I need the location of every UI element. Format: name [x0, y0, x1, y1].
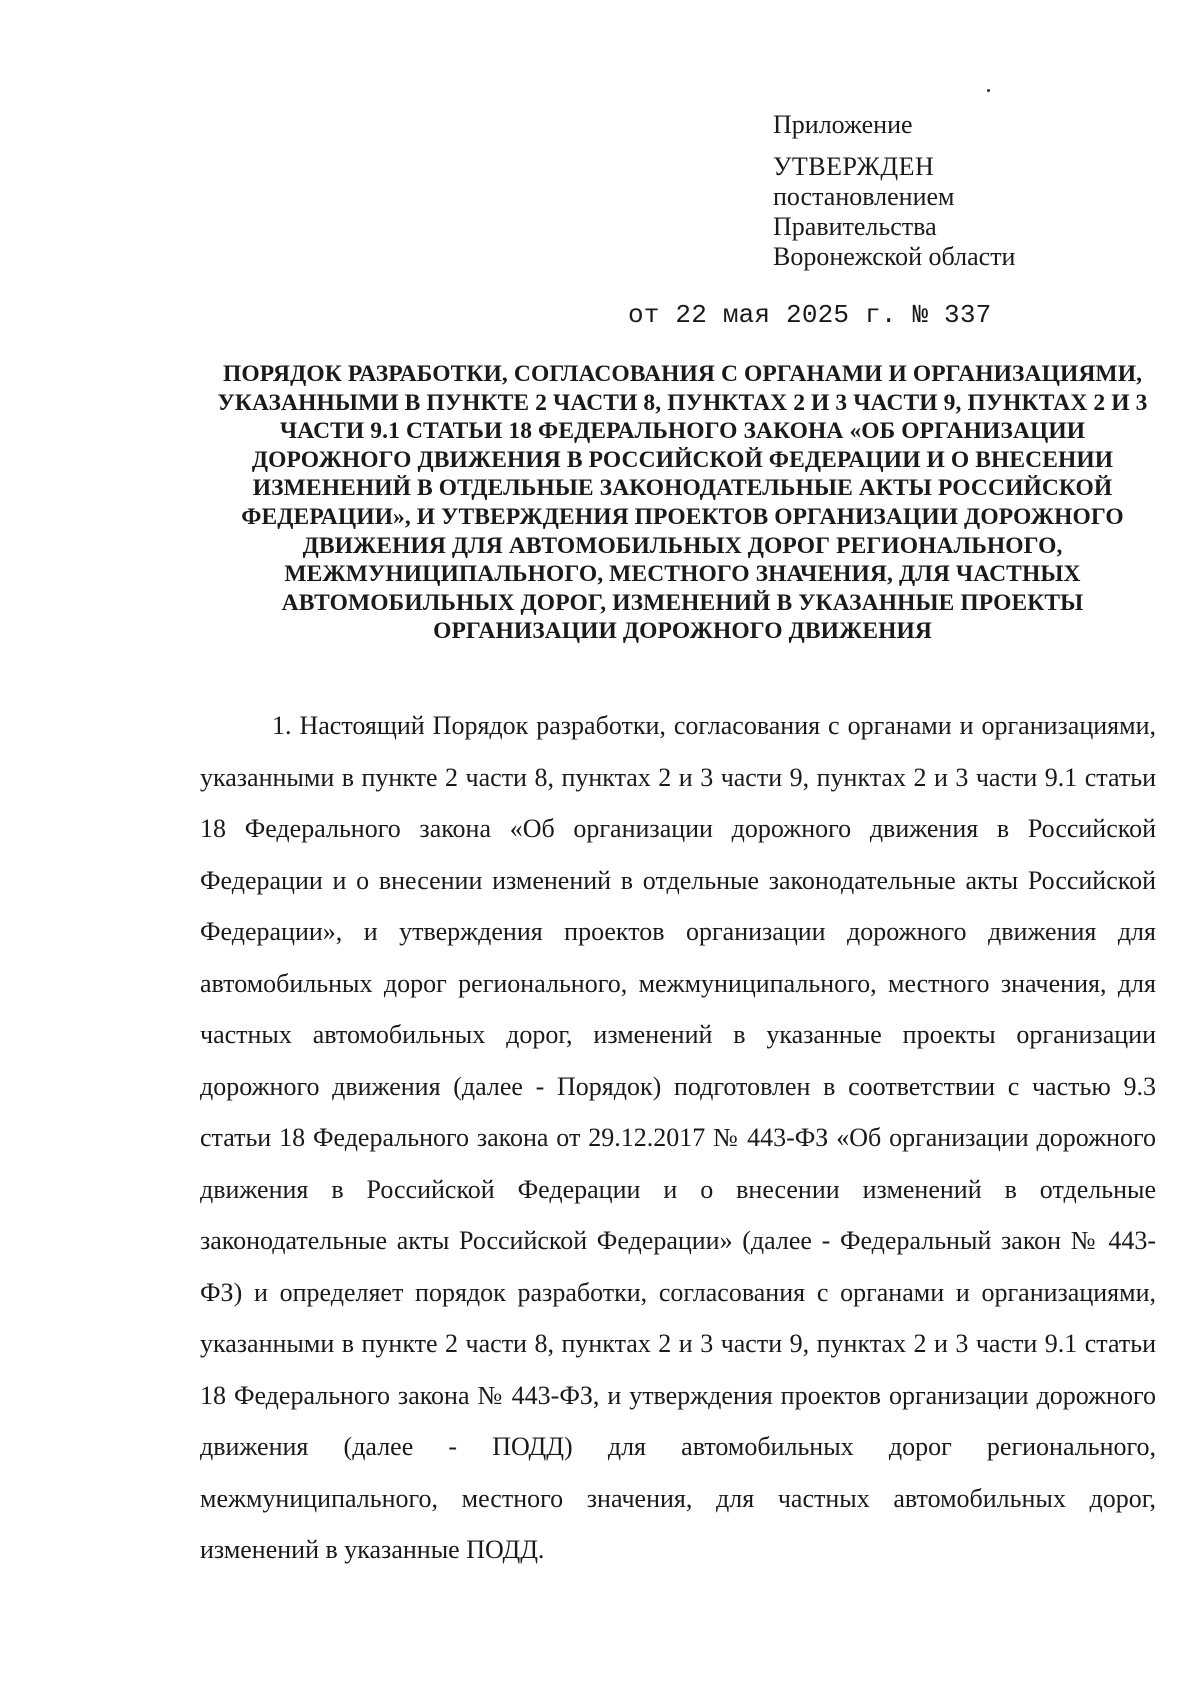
appendix-label: Приложение [773, 110, 913, 139]
approved-by-line-1: постановлением [773, 182, 955, 211]
approved-label: УТВЕРЖДЕН [773, 152, 935, 181]
decree-reference: от 22 мая 2025 г. № 337 [628, 300, 992, 330]
scan-speck [987, 89, 990, 92]
paragraph-1: 1. Настоящий Порядок разработки, согласования с органами и организациями, указанными в пункте 2 части 8, пунктах 2 и 3 части 9, пунктах 2 и 3 части 9.1 статьи 18 Федерального закона «Об организации дорожного движения в Российской Федерации и о внесении изменений в отдельные законодательные акты Российской Федерации», и утверждения проектов организации дорожного движения для автомобильных дорог регионального, межмуниципального, местного значения, для частных автомобильных дорог, изменений в указанные проекты организации дорожного движения (далее - Порядок) подготовлен в соответствии с частью 9.3 статьи 18 Федерального закона от 29.12.2017 № 443-ФЗ «Об организации дорожного движения в Российской Федерации и о внесении изменений в отдельные законодательные акты Российской Федерации» (далее - Федеральный закон № 443-ФЗ) и определяет порядок разработки, согласования с органами и организациями, указанными в пункте 2 части 8, пунктах 2 и 3 части 9, пунктах 2 и 3 части 9.1 статьи 18 Федерального закона № 443-ФЗ, и утверждения проектов организации дорожного движения (далее - ПОДД) для автомобильных дорог регионального, межмуниципального, местного значения, для частных автомобильных дорог, изменений в указанные ПОДД. [200, 711, 1156, 1564]
approved-by-line-3: Воронежской области [773, 242, 1016, 271]
document-title: ПОРЯДОК РАЗРАБОТКИ, СОГЛАСОВАНИЯ С ОРГАНАМИ И ОРГАНИЗАЦИЯМИ, УКАЗАННЫМИ В ПУНКТЕ 2 ЧАСТИ 8, ПУНКТАХ 2 И 3 ЧАСТИ 9, ПУНКТАХ 2 И 3 ЧАСТИ 9.1 СТАТЬИ 18 ФЕДЕРАЛЬНОГО ЗАКОНА «ОБ ОРГАНИЗАЦИИ ДОРОЖНОГО ДВИЖЕНИЯ В РОССИЙСКОЙ ФЕДЕРАЦИИ И О ВНЕСЕНИИ ИЗМЕНЕНИЙ В ОТДЕЛЬНЫЕ ЗАКОНОДАТЕЛЬНЫЕ АКТЫ РОССИЙСКОЙ ФЕДЕРАЦИИ», И УТВЕРЖДЕНИЯ ПРОЕКТОВ ОРГАНИЗАЦИИ ДОРОЖНОГО ДВИЖЕНИЯ ДЛЯ АВТОМОБИЛЬНЫХ ДОРОГ РЕГИОНАЛЬНОГО, МЕЖМУНИЦИПАЛЬНОГО, МЕСТНОГО ЗНАЧЕНИЯ, ДЛЯ ЧАСТНЫХ АВТОМОБИЛЬНЫХ ДОРОГ, ИЗМЕНЕНИЙ В УКАЗАННЫЕ ПРОЕКТЫ ОРГАНИЗАЦИИ ДОРОЖНОГО ДВИЖЕНИЯ [217, 361, 1148, 645]
approved-by-line-2: Правительства [773, 212, 937, 241]
approval-block [773, 110, 1133, 272]
